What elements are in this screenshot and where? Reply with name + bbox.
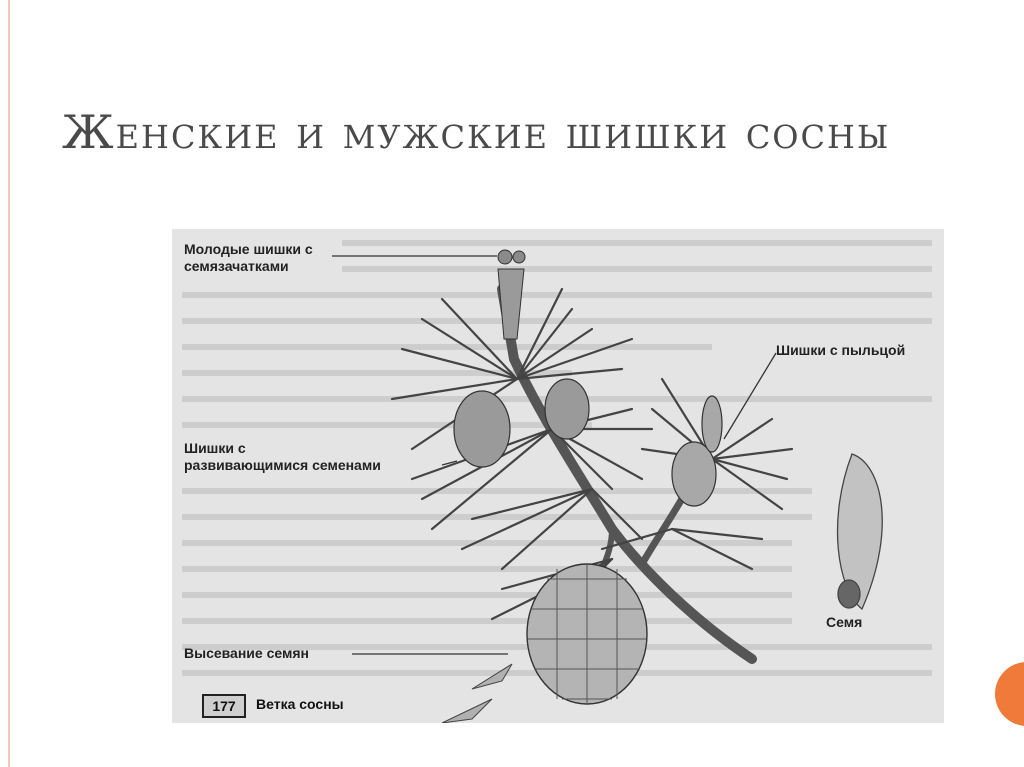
label-pollen-cones: Шишки с пыльцой <box>776 342 906 358</box>
corner-accent-circle <box>995 662 1024 726</box>
young-seed-cones <box>498 250 525 339</box>
label-developing-cones-line2: развивающимися семенами <box>184 457 381 473</box>
slide-left-border <box>8 0 10 767</box>
pine-branch-figure <box>172 229 944 723</box>
label-young-cones: Молодые шишки с <box>184 241 313 257</box>
winged-seed <box>838 454 883 609</box>
figure-number: 177 <box>202 694 246 718</box>
label-seed-release: Высевание семян <box>184 645 309 661</box>
figure-caption: Ветка сосны <box>256 696 344 712</box>
label-developing-cones: Шишки с <box>184 440 246 456</box>
label-seed: Семя <box>826 614 863 630</box>
slide-title: Женские и мужские шишки сосны <box>62 105 891 159</box>
mature-open-cone <box>527 564 647 704</box>
label-young-cones-line2: семязачатками <box>184 258 289 274</box>
